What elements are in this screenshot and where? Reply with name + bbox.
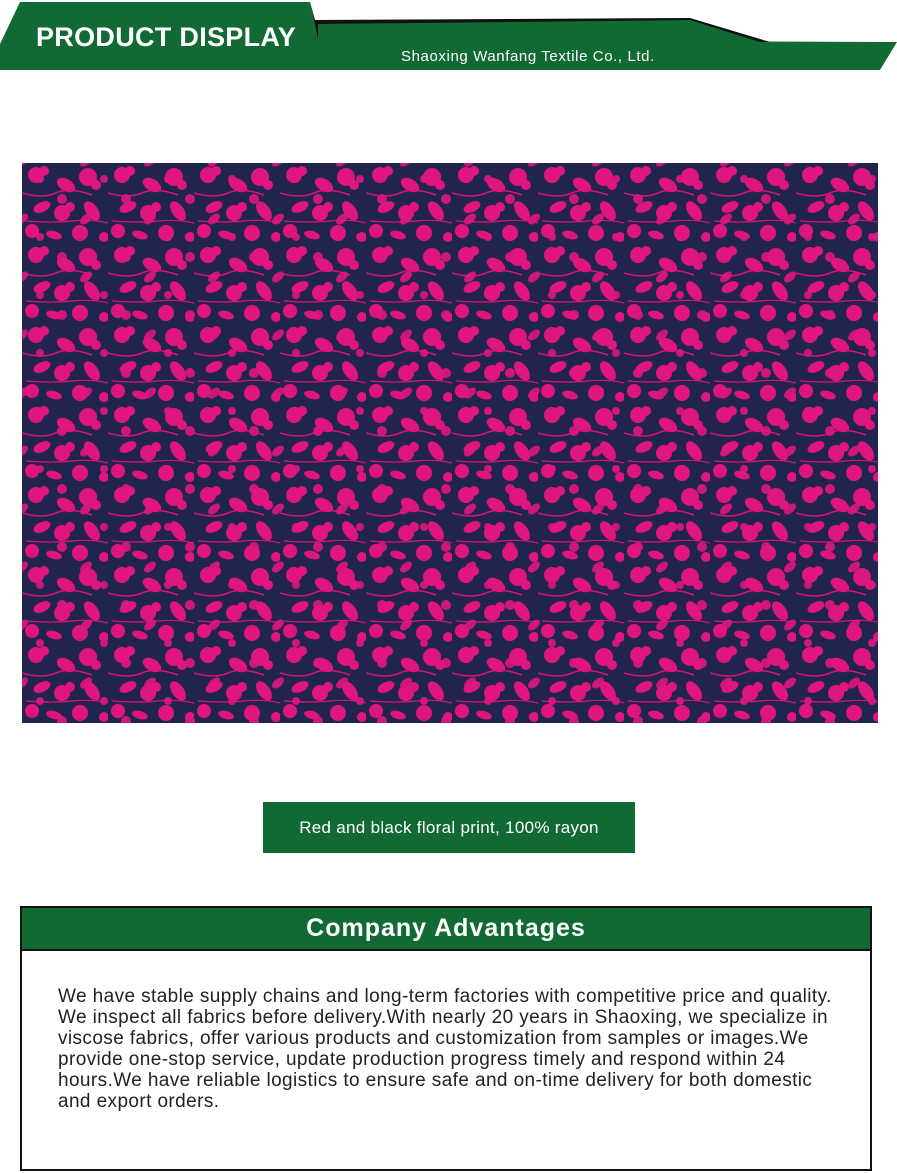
advantages-heading: Company Advantages <box>22 908 870 951</box>
fabric-swatch-image <box>22 163 878 723</box>
company-advantages-panel <box>20 906 872 1171</box>
product-caption <box>263 802 635 853</box>
product-caption-text: Red and black floral print, 100% rayon <box>299 817 599 837</box>
header-banner <box>0 0 897 75</box>
company-name: Shaoxing Wanfang Textile Co., Ltd. <box>401 48 655 65</box>
advantages-body: We have stable supply chains and long-term factories with competitive price and quality. We inspect all fabrics before delivery.With nearly 20 years in Shaoxing, we specialize in viscose fabrics, offer various products and customization from samples or images.We provide one-stop service, update production progress timely and respond within 24 hours.We have reliable logistics to ensure safe and on-time delivery for both domestic and export orders. <box>58 986 832 1112</box>
page-title: PRODUCT DISPLAY <box>36 22 297 52</box>
